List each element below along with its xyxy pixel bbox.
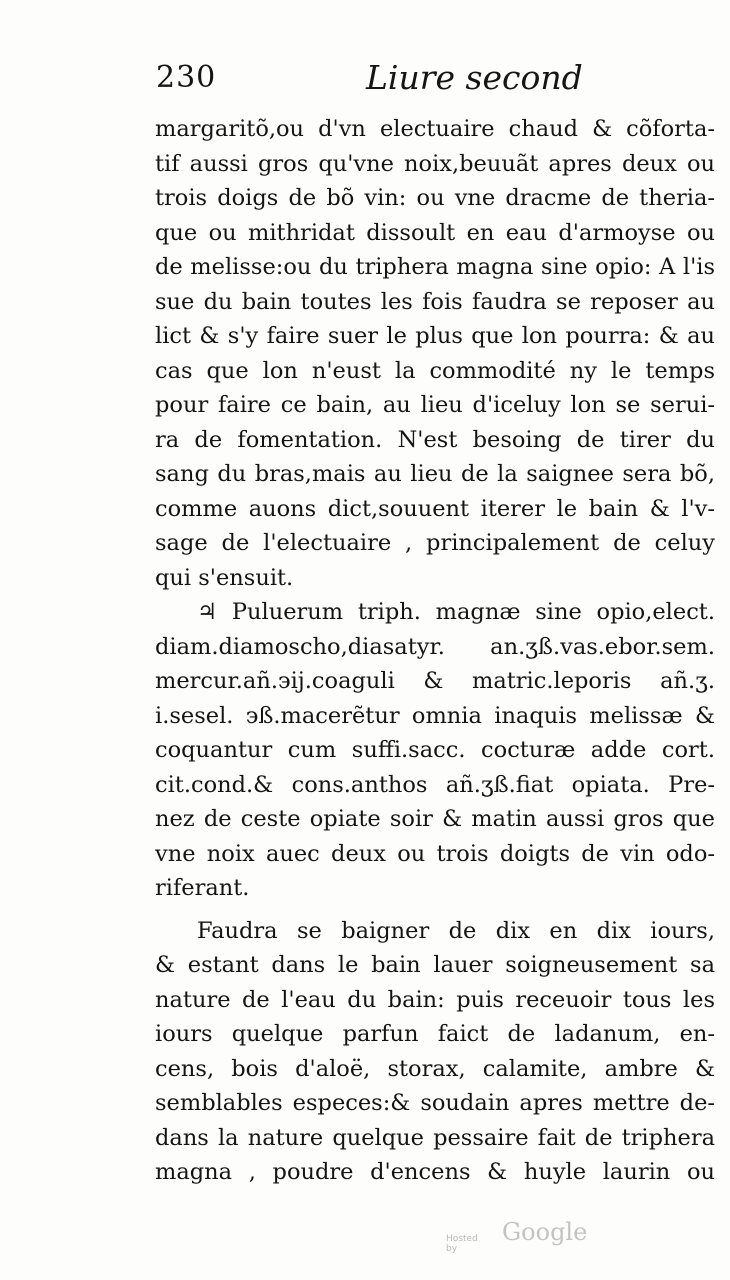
text-line: magna , poudre d'encens & huyle laurin ou (155, 1159, 715, 1185)
recipe-line: coquantur cum suffi.sacc. cocturæ adde cort. (155, 737, 715, 763)
text-line: sang du bras,mais au lieu de la saignee sera bõ, (155, 461, 715, 487)
recipe-line: diam.diamoscho,diasatyr. an.ʒß.vas.ebor.sem. (155, 633, 715, 660)
text-line: comme auons dict,souuent iterer le bain & l'v- (155, 495, 715, 522)
text-line: dans la nature quelque pessaire fait de triphera (155, 1124, 715, 1151)
text-line: ra de fomentation. N'est besoing de tirer du (155, 426, 715, 453)
text-line: pour faire ce bain, au lieu d'iceluy lon se serui- (155, 392, 715, 418)
google-logo: Google (502, 1218, 588, 1246)
text-line: que ou mithridat dissoult en eau d'armoyse ou (155, 219, 715, 246)
text-line: nature de l'eau du bain: puis receuoir tous les (155, 986, 715, 1013)
body-text (155, 112, 715, 1190)
recipe-line: cit.cond.& cons.anthos añ.ʒß.fiat opiata. Pre- (155, 771, 715, 798)
text-line: cas que lon n'eust la commodité ny le temps (155, 357, 715, 384)
text-line: & estant dans le bain lauer soigneusement sa (155, 952, 715, 978)
recipe-line: nez de ceste opiate soir & matin aussi gros que (155, 806, 715, 832)
text-line: qui s'ensuit. (155, 564, 294, 591)
text-line: Faudra se baigner de dix en dix iours, (197, 917, 715, 944)
hosted-by-label: Hosted by (446, 1234, 478, 1254)
text-line: trois doigs de bõ vin: ou vne dracme de theria- (155, 185, 715, 211)
text-line: tif aussi gros qu'vne noix,beuuãt apres deux ou (155, 150, 715, 177)
text-line: lict & s'y faire suer le plus que lon pourra: & au (155, 323, 715, 349)
recipe-line: riferant. (155, 875, 250, 901)
running-title: Liure second (366, 58, 583, 97)
recipe-line: mercur.añ.϶ij.coaguli & matric.leporis añ.ʒ. (155, 668, 715, 694)
recipe-line: vne noix auec deux ou trois doigts de vin odo- (155, 840, 715, 867)
text-line: semblables especes:& soudain apres mettre de- (155, 1090, 715, 1116)
paragraph-gap (155, 906, 715, 914)
text-line: iours quelque parfun faict de ladanum, en- (155, 1021, 715, 1047)
text-line: de melisse:ou du triphera magna sine opio: A l'is (155, 254, 715, 280)
recipe-line: i.sesel. ϶ß.macerẽtur omnia inaquis melissæ & (155, 702, 715, 729)
text-line: sage de l'electuaire , principalement de celuy (155, 530, 715, 556)
recipe-line: ♃ Puluerum triph. magnæ sine opio,elect. (197, 599, 715, 625)
text-line: cens, bois d'aloë, storax, calamite, ambre & (155, 1055, 715, 1082)
text-line: sue du bain toutes les fois faudra se reposer au (155, 288, 715, 315)
text-line: margaritõ,ou d'vn electuaire chaud & cõforta- (155, 116, 715, 142)
page-number: 230 (156, 60, 217, 95)
page-header (152, 56, 712, 106)
